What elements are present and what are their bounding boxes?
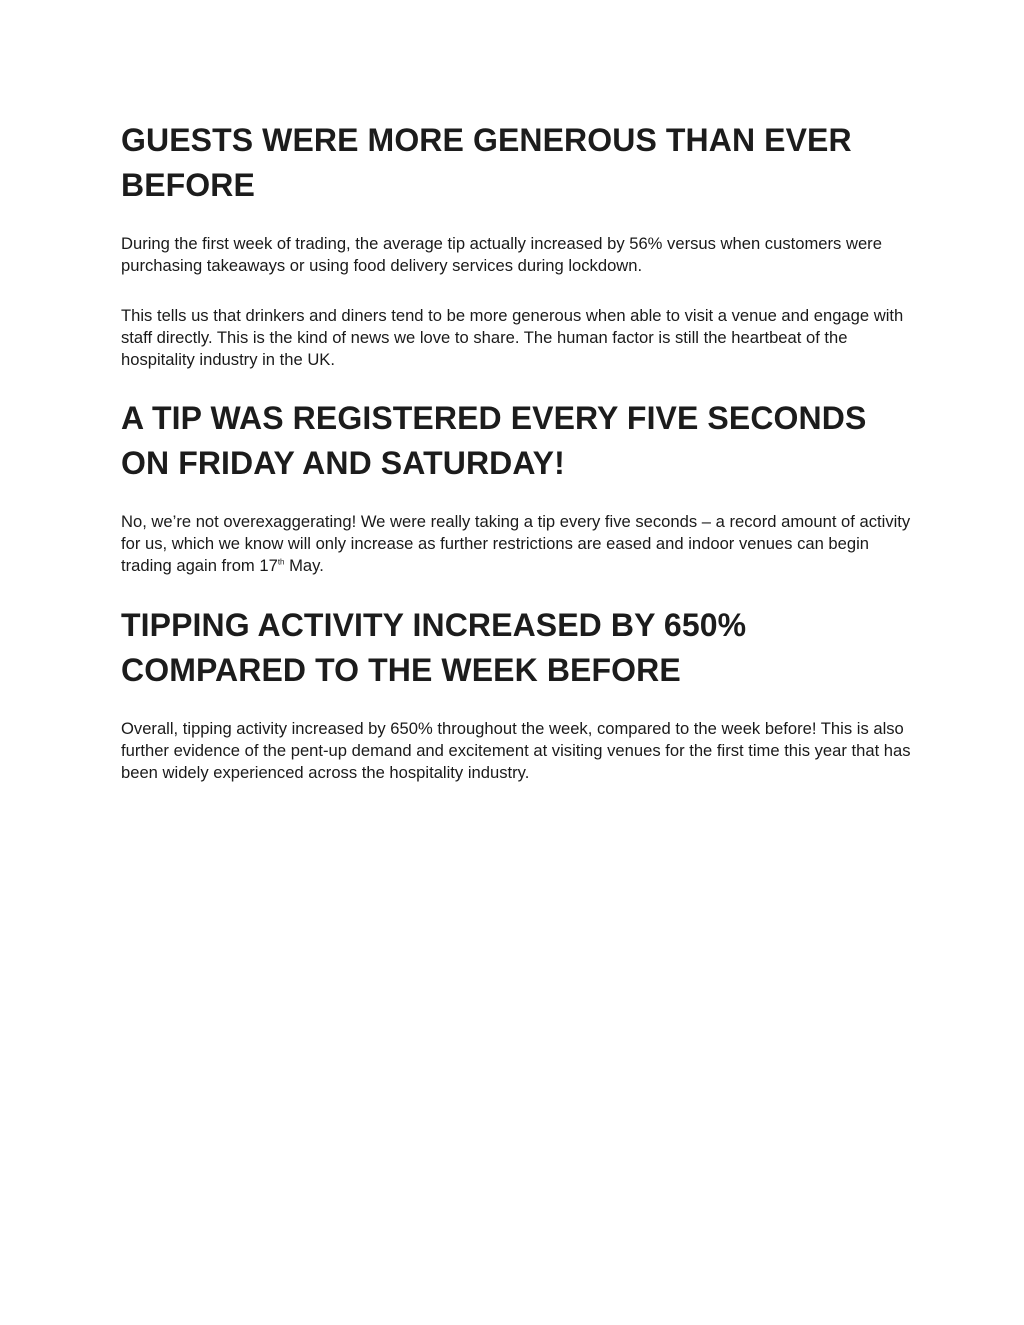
section-heading-tip-every-five-seconds: A TIP WAS REGISTERED EVERY FIVE SECONDS ON FRIDAY AND SATURDAY! [121, 400, 867, 481]
section-heading-tipping-activity-increase: TIPPING ACTIVITY INCREASED BY 650% COMPARED TO THE WEEK BEFORE [121, 607, 747, 688]
document-page [121, 118, 911, 784]
paragraph-pent-up-demand: Overall, tipping activity increased by 650% throughout the week, compared to the week before! This is also further evidence of the pent-up demand and excitement at visiting venues for the first time this year that has been widely experienced across the hospitality industry. [121, 719, 911, 782]
ordinal-suffix: th [277, 557, 285, 567]
paragraph-average-tip: During the first week of trading, the average tip actually increased by 56% versus when customers were purchasing takeaways or using food delivery services during lockdown. [121, 234, 882, 275]
section-heading-generous-guests: GUESTS WERE MORE GENEROUS THAN EVER BEFORE [121, 122, 852, 203]
paragraph-record-activity-end: May. [284, 556, 324, 575]
paragraph-record-activity-text: No, we’re not overexaggerating! We were really taking a tip every five seconds – a record amount of activity for us, which we know will only increase as further restrictions are eased and indoor venues can begin trading again from 17 [121, 512, 911, 575]
paragraph-record-activity [121, 511, 911, 577]
paragraph-human-factor: This tells us that drinkers and diners tend to be more generous when able to visit a venue and engage with staff directly. This is the kind of news we love to share. The human factor is still the heartbeat of the hospitality industry in the UK. [121, 306, 904, 369]
